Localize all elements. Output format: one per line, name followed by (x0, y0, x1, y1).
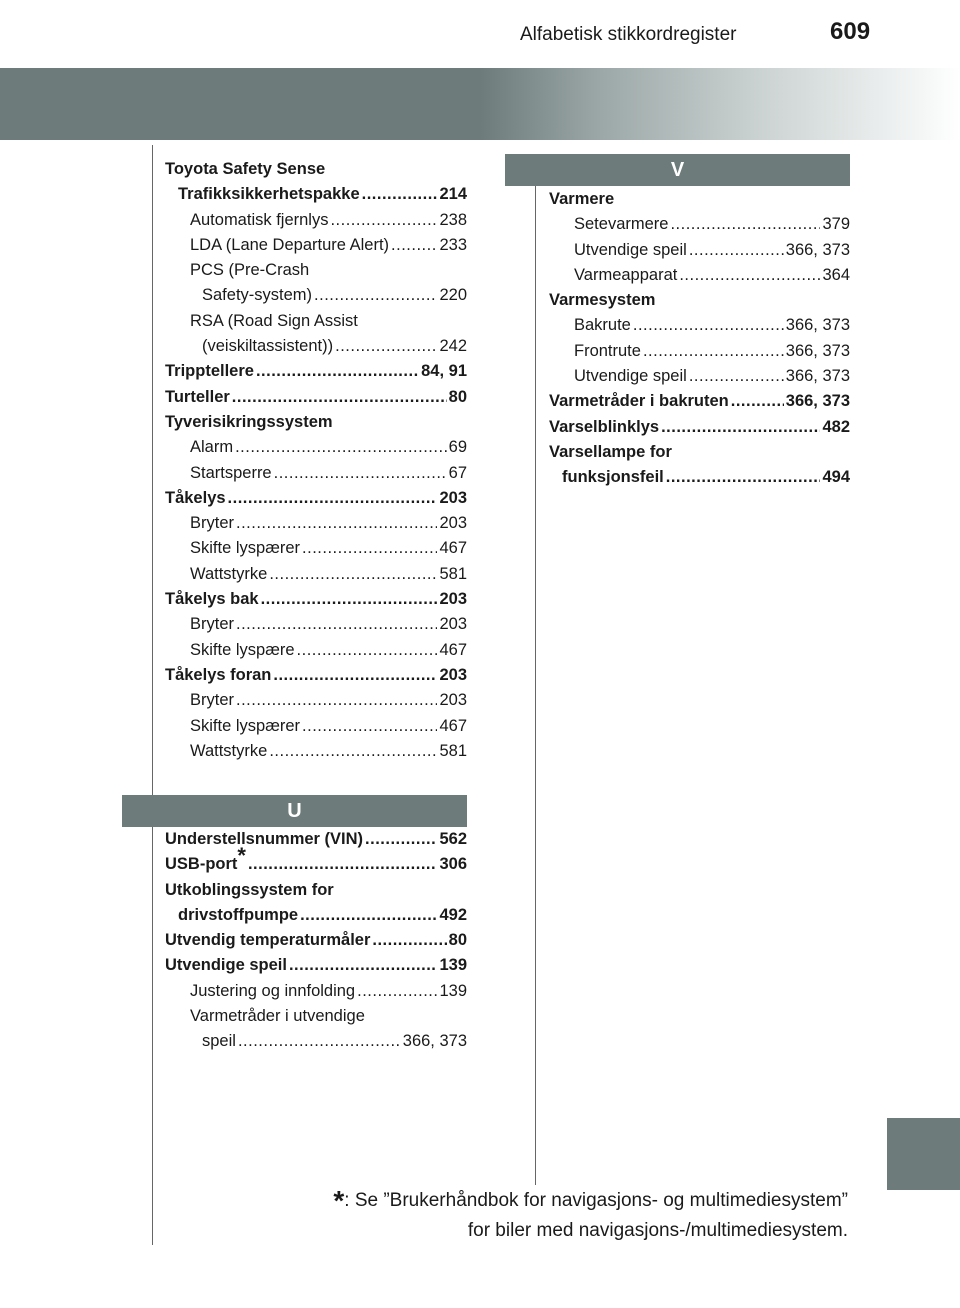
dot-leader (643, 339, 784, 364)
index-term-text: Utvendige speil (165, 956, 287, 975)
index-entry (165, 562, 467, 587)
index-page-number: 242 (439, 337, 467, 356)
index-term (574, 212, 668, 237)
index-term-text: Understellsnummer (VIN) (165, 830, 364, 848)
index-entry (165, 714, 467, 739)
index-term-text: Justering og innfolding (190, 981, 356, 1000)
index-term (574, 263, 677, 288)
footnote-reference: * (237, 843, 246, 869)
index-page-number: 494 (822, 468, 850, 487)
index-term (165, 385, 230, 410)
index-page-number: 467 (439, 539, 467, 558)
index-term-text: Wattstyrke (190, 564, 268, 583)
index-term (190, 435, 233, 460)
index-column-t (165, 157, 467, 764)
index-page-number: 203 (439, 514, 467, 533)
index-page-number: 139 (439, 981, 467, 1000)
index-term-text: (veiskiltassistent)) (202, 337, 334, 356)
index-term-text: Tåkelys (165, 488, 226, 507)
index-heading: Varmere (549, 190, 615, 208)
index-entry (165, 511, 467, 536)
dot-leader (362, 182, 438, 207)
dot-leader (228, 486, 438, 511)
index-page-number: 220 (439, 286, 467, 305)
dot-leader (731, 389, 784, 414)
dot-leader (689, 238, 784, 263)
index-entry (549, 465, 850, 490)
index-entry (165, 334, 467, 359)
index-page-number: 203 (439, 590, 467, 609)
index-entry (165, 739, 467, 764)
index-page-number: 492 (439, 905, 467, 924)
index-entry (165, 233, 467, 258)
index-term-text: Skifte lyspærer (190, 716, 301, 735)
index-term (549, 389, 729, 414)
index-entry (165, 688, 467, 713)
index-term (165, 928, 370, 953)
index-term (178, 182, 360, 207)
index-entry (165, 182, 467, 207)
dot-leader (661, 415, 820, 440)
index-term (165, 359, 254, 384)
index-entry (549, 364, 850, 389)
dot-leader (300, 903, 437, 928)
index-entry (165, 827, 467, 852)
index-term (574, 313, 631, 338)
index-term (165, 827, 363, 852)
dot-leader (256, 359, 419, 384)
index-entry (165, 1029, 467, 1054)
dot-leader (302, 536, 437, 561)
index-page-number: 203 (439, 691, 467, 710)
index-term (190, 562, 267, 587)
dot-leader (235, 435, 447, 460)
index-page-number: 379 (822, 215, 850, 234)
index-term-text: Bryter (190, 514, 235, 533)
index-entry (549, 339, 850, 364)
index-page-number: 203 (439, 665, 467, 684)
dot-leader (679, 263, 820, 288)
dot-leader (236, 688, 437, 713)
index-page-number: 203 (439, 488, 467, 507)
index-term-text: Wattstyrke (190, 741, 268, 760)
index-term-text: Utvendige speil (574, 367, 687, 386)
index-column-v (549, 187, 850, 491)
index-page-number: 306 (439, 855, 467, 874)
index-heading: PCS (Pre-Crash (190, 261, 310, 280)
index-term (190, 638, 295, 663)
index-page-number: 366, 373 (785, 392, 850, 411)
index-term-text: Skifte lyspære (190, 640, 295, 659)
section-side-tab (887, 1118, 960, 1190)
index-entry (165, 359, 467, 384)
index-entry (549, 313, 850, 338)
index-entry (165, 486, 467, 511)
index-page-number: 467 (439, 640, 467, 659)
index-entry (165, 928, 467, 953)
index-term-text: Tripptellere (165, 362, 254, 381)
dot-leader (330, 208, 437, 233)
dot-leader (274, 461, 447, 486)
index-term-text: funksjonsfeil (562, 468, 664, 487)
index-term-text: Setevarmere (574, 215, 669, 234)
index-page-number: 233 (439, 235, 467, 254)
index-term (190, 688, 234, 713)
index-entry (165, 208, 467, 233)
header-banner (0, 68, 960, 140)
index-term-text: Varmetråder i bakruten (549, 392, 729, 411)
index-entry (165, 979, 467, 1004)
index-page-number: 139 (439, 956, 467, 975)
dot-leader (236, 511, 437, 536)
index-term-text: Alarm (190, 438, 234, 457)
index-term-text: USB-port (165, 855, 238, 874)
dot-leader (666, 465, 821, 490)
footnote-line-1 (333, 1186, 848, 1216)
index-entry (549, 238, 850, 263)
index-entry (165, 612, 467, 637)
index-term (574, 364, 687, 389)
index-term (574, 238, 687, 263)
index-entry (165, 663, 467, 688)
index-page-number: 366, 373 (785, 367, 850, 386)
index-page-number: 214 (439, 185, 467, 204)
index-term (190, 714, 300, 739)
index-page-number: 203 (439, 615, 467, 634)
index-term (562, 465, 664, 490)
index-heading: Varmetråder i utvendige (190, 1007, 365, 1026)
index-term (190, 612, 234, 637)
index-term-text: Automatisk fjernlys (190, 210, 329, 229)
index-page-number: 467 (439, 716, 467, 735)
index-term (165, 486, 226, 511)
index-page-number: 581 (439, 564, 467, 583)
dot-leader (372, 928, 446, 953)
dot-leader (289, 953, 438, 978)
index-entry (549, 415, 850, 440)
index-term-text: Utvendig temperaturmåler (165, 931, 371, 950)
left-column-rule (152, 145, 153, 1245)
index-term (190, 511, 234, 536)
index-term-text: Trafikksikkerhetspakke (178, 185, 360, 204)
index-term-text: Tåkelys bak (165, 590, 259, 609)
index-page-number: 366, 373 (785, 240, 850, 259)
dot-leader (236, 612, 437, 637)
index-term (165, 587, 259, 612)
index-entry (165, 461, 467, 486)
index-term (165, 953, 287, 978)
dot-leader (391, 233, 437, 258)
index-term (202, 1029, 236, 1054)
index-page-number: 581 (439, 741, 467, 760)
index-term (574, 339, 641, 364)
dot-leader (365, 827, 437, 852)
page-title: Alfabetisk stikkordregister (520, 24, 737, 45)
dot-leader (261, 587, 438, 612)
index-page-number: 238 (439, 210, 467, 229)
index-page-number: 69 (448, 438, 467, 457)
index-entry (165, 953, 467, 978)
index-heading: Varsellampe for (549, 442, 672, 461)
dot-leader (357, 979, 437, 1004)
index-term-text: Skifte lyspærer (190, 539, 301, 558)
index-page-number: 366, 373 (785, 316, 850, 335)
dot-leader (232, 385, 447, 410)
section-header-v: V (505, 154, 850, 186)
index-term (202, 283, 312, 308)
index-term-text: speil (202, 1032, 236, 1051)
index-heading: Toyota Safety Sense (165, 160, 326, 178)
dot-leader (633, 313, 784, 338)
index-term (190, 208, 328, 233)
index-page-number: 84, 91 (421, 362, 467, 381)
index-entry (165, 903, 467, 928)
index-term (190, 536, 300, 561)
index-term-text: Utvendige speil (574, 240, 687, 259)
index-entry (165, 536, 467, 561)
index-heading: Tyverisikringssystem (165, 412, 333, 431)
footnote-marker: * (333, 1185, 345, 1216)
footnote-text-1: : Se ”Brukerhåndbok for navigasjons- og multimediesystem” (344, 1190, 848, 1211)
index-entry (165, 638, 467, 663)
dot-leader (297, 638, 438, 663)
index-page-number: 366, 373 (785, 341, 850, 360)
index-term (190, 979, 355, 1004)
index-term (165, 843, 246, 877)
index-term (549, 415, 659, 440)
dot-leader (248, 852, 438, 877)
index-term-text: Turteller (165, 387, 230, 406)
index-term-text: Tåkelys foran (165, 665, 272, 684)
index-term-text: Varmeapparat (574, 265, 678, 284)
index-term-text: LDA (Lane Departure Alert) (190, 235, 390, 254)
section-header-u: U (122, 795, 467, 827)
index-term-text: Bryter (190, 691, 235, 710)
index-term-text: Varselblinklys (549, 417, 660, 436)
index-term-text: Startsperre (190, 463, 272, 482)
index-entry (165, 283, 467, 308)
index-page-number: 364 (822, 265, 850, 284)
index-page-number: 80 (448, 387, 467, 406)
index-term (202, 334, 333, 359)
index-page-number: 366, 373 (402, 1032, 467, 1051)
page-number: 609 (830, 18, 871, 45)
index-term (178, 903, 298, 928)
index-term (190, 233, 389, 258)
index-entry (549, 389, 850, 414)
index-entry (549, 212, 850, 237)
dot-leader (302, 714, 437, 739)
index-page-number: 80 (448, 931, 467, 950)
index-heading: Varmesystem (549, 291, 656, 310)
footnote (333, 1186, 848, 1246)
footnote-line-2: for biler med navigasjons-/multimediesystem. (467, 1220, 848, 1241)
index-term-text: drivstoffpumpe (178, 905, 299, 924)
dot-leader (273, 663, 437, 688)
index-entry (165, 435, 467, 460)
index-entry (165, 587, 467, 612)
dot-leader (314, 283, 437, 308)
dot-leader (689, 364, 784, 389)
index-column-u (165, 827, 467, 1055)
index-heading: RSA (Road Sign Assist (190, 311, 358, 330)
index-page-number: 562 (439, 830, 467, 848)
index-page-number: 67 (448, 463, 467, 482)
index-heading: Utkoblingssystem for (165, 880, 334, 899)
dot-leader (335, 334, 437, 359)
dot-leader (269, 739, 437, 764)
index-term (190, 461, 272, 486)
index-term (165, 663, 271, 688)
index-term-text: Bryter (190, 615, 235, 634)
index-entry (165, 843, 467, 877)
index-term (190, 739, 267, 764)
index-term-text: Frontrute (574, 341, 641, 360)
right-column-rule (535, 185, 536, 1185)
dot-leader (238, 1029, 401, 1054)
index-page-number: 482 (822, 417, 850, 436)
index-term-text: Safety-system) (202, 286, 313, 305)
index-term-text: Bakrute (574, 316, 631, 335)
dot-leader (670, 212, 820, 237)
index-entry (549, 263, 850, 288)
index-entry (165, 385, 467, 410)
dot-leader (269, 562, 437, 587)
